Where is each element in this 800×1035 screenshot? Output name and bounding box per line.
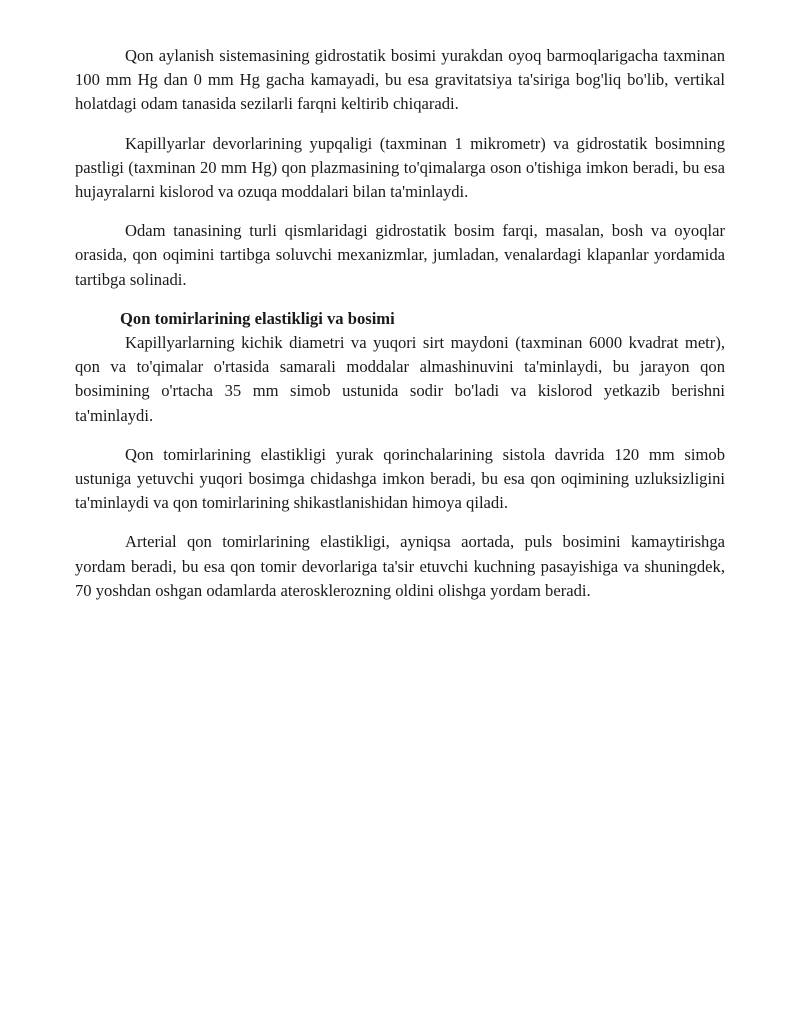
paragraph-capillary-walls: Kapillyarlar devorlarining yupqaligi (taxminan 1 mikrometr) va gidrostatik bosimning pastligi (taxminan 20 mm Hg) qon plazmasining to'qimalarga oson o'tishiga imkon beradi, bu esa hujayralarni kislorod va ozuqa moddalari bilan ta'minlaydi. [75,133,725,202]
paragraph-vessel-elasticity: Qon tomirlarining elastikligi yurak qorinchalarining sistola davrida 120 mm simob ustuniga yetuvchi yuqori bosimga chidashga imkon beradi, bu esa qon oqimining uzluksizligini ta'minlaydi va qon tomirlarining shikastlanishidan himoya qiladi. [75,444,725,513]
paragraph-capillary-exchange: Kapillyarlarning kichik diametri va yuqori sirt maydoni (taxminan 6000 kvadrat metr), qon va to'qimalar o'rtasida samarali moddalar almashinuvini ta'minlaydi, bu jarayon qon bosimining o'rtacha 35 mm simob ustunida sodir bo'ladi va kislorod yetkazib berishni ta'minlaydi. [75,333,725,425]
paragraph-pressure-regulation: Odam tanasining turli qismlaridagi gidrostatik bosim farqi, masalan, bosh va oyoqlar orasida, qon oqimini tartibga soluvchi mexanizmlar, jumladan, venalardagi klapanlar yordamida tartibga solinadi. [75,221,725,289]
paragraph-hydrostatic-pressure: Qon aylanish sistemasining gidrostatik bosimi yurakdan oyoq barmoqlarigacha taxminan 100 mm Hg dan 0 mm Hg gacha kamayadi, bu esa gravitatsiya ta'siriga bog'liq bo'lib, vertikal holatdagi odam tanasida sezilarli farqni keltirib chiqaradi. [75,46,725,114]
paragraph-arterial-elasticity: Arterial qon tomirlarining elastikligi, ayniqsa aortada, puls bosimini kamaytirishga yordam beradi, bu esa qon tomir devorlariga ta'sir etuvchi kuchning pasayishiga va shuningdek, 70 yoshdan oshgan odamlarda aterosklerozning oldini olishga yordam beradi. [75,532,725,600]
section-heading: Qon tomirlarining elastikligi va bosimi [120,308,395,328]
document-body [75,44,725,618]
